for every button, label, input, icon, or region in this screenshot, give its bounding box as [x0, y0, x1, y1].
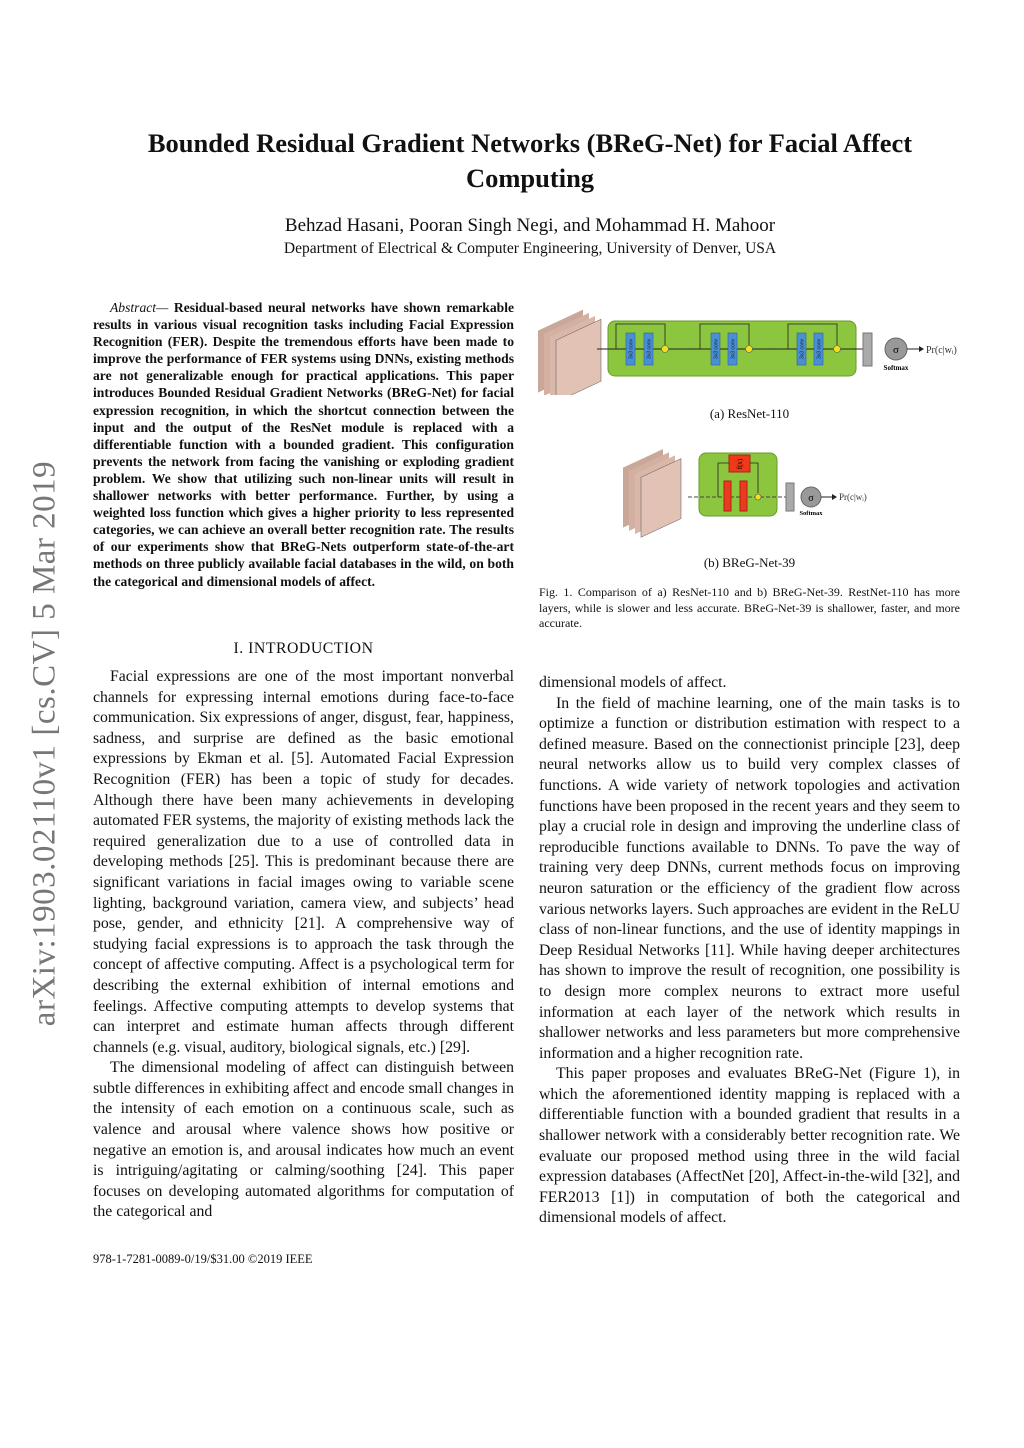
output-label: Pr(c|wᵢ)	[839, 492, 867, 502]
softmax-label: Softmax	[883, 364, 909, 372]
fc-layer	[863, 333, 872, 366]
figure-a-caption: (a) ResNet-110	[709, 406, 790, 421]
paragraph: In the field of machine learning, one of the main tasks is to optimize a function or distribution estimation with respect to a defined measure. Based on the connectionist principle [23], deep neural networks allow us to build very complex classes of functions. A wide variety of network topologies and activation functions have been proposed in the recent years and they seem to play a crucial role in design and improving the underline class of reproducible functions available to DNNs. To pave the way of training very deep DNNs, current methods focus on improving neuron saturation or the efficiency of the gradient flow across various networks layers. Such approaches are evident in the ReLU class of non-linear functions, and the use of identity mappings in Deep Residual Networks [11]. While having deeper architectures has shown to improve the result of recognition, one possibility is to design more complex neurons to extract more useful information at each layer of the network which results in shallower networks and less parameters but more comprehensive information and a higher recognition rate.	[539, 694, 960, 1062]
sigma-label: σ	[893, 344, 899, 356]
svg-text:···: ···	[685, 344, 694, 354]
left-column-body	[93, 667, 514, 1223]
conv-label: 3x3 conv	[646, 338, 653, 360]
authors: Behzad Hasani, Pooran Singh Negi, and Mohammad H. Mahoor	[284, 215, 776, 236]
conv-label: 3x3 conv	[730, 338, 737, 360]
section-heading: I. INTRODUCTION	[233, 640, 374, 657]
conv-block	[724, 481, 731, 511]
figure-breg-net-39	[618, 438, 888, 548]
paragraph: dimensional models of affect.	[539, 674, 727, 691]
arxiv-stamp: arXiv:1903.02110v1 [cs.CV] 5 Mar 2019	[26, 460, 63, 1027]
paper-title: Bounded Residual Gradient Networks (BReG-Net) for Facial Affect Computing	[147, 128, 913, 193]
conv-label: 3x3 conv	[799, 338, 806, 360]
right-column-body	[539, 673, 960, 1229]
svg-text:···: ···	[770, 344, 779, 354]
conv-label: 3x3 conv	[628, 338, 635, 360]
output-label: Pr(c|wᵢ)	[926, 345, 957, 356]
abstract	[93, 299, 514, 590]
figure-caption: Fig. 1. Comparison of a) ResNet-110 and b) BReG-Net-39. RestNet-110 has more layers, while is slower and less accurate. BReG-Net-39 is shallower, faster, and more accurate.	[539, 585, 960, 630]
paragraph: Facial expressions are one of the most important nonverbal channels for expressing internal emotions during face-to-face communication. Six expressions of anger, disgust, fear, happiness, sadness, and surprise are defined as the basic emotional expressions by Ekman et al. [5]. Automated Facial Expression Recognition (FER) has been a topic of study for decades. Although there have been many achievements in developing automated FER systems, the majority of existing methods lack the required generalization due to a use of controlled data in developing methods [25]. This is predominant because there are significant variations in facial images owing to variable scene lighting, background variation, camera view, and subjects’ head pose, gender, and ethnicity [21]. A comprehensive way of studying facial expressions is to approach the task through the concept of affective computing. Affect is a psychological term for describing the external exhibition of internal emotions and feelings. Affective computing attempts to develop systems that can interpret and estimate human affects through different channels (e.g. visual, auditory, biological signals, etc.) [29].	[93, 668, 514, 1056]
conv-block	[740, 481, 747, 511]
figure-resnet-110	[535, 290, 965, 395]
face-stack-image	[623, 449, 681, 537]
conv-label: 3x3 conv	[713, 338, 720, 360]
paragraph: The dimensional modeling of affect can distinguish between subtle differences in exhibiting affect and encode small changes in the intensity of each emotion on a continuous scale, such as valence and arousal where valence shows how positive or negative an emotion is, and arousal indicates how much an event is intriguing/agitating or calming/soothing [24]. This paper focuses on developing automated algorithms for computation of the categorical and	[93, 1059, 514, 1221]
abstract-label: Abstract—	[110, 300, 169, 315]
softmax-label: Softmax	[799, 510, 823, 517]
copyright-footer: 978-1-7281-0089-0/19/$31.00 ©2019 IEEE	[93, 1252, 313, 1266]
sigma-label: σ	[808, 493, 814, 504]
affiliation: Department of Electrical & Computer Engineering, University of Denver, USA	[283, 240, 777, 257]
fc-layer	[786, 483, 794, 511]
abstract-text: Residual-based neural networks have shown remarkable results in various visual recognition tasks including Facial Expression Recognition (FER). Despite the tremendous efforts have been made to improve the performance of FER systems using DNNs, existing methods are not generalizable enough for practical applications. This paper introduces Bounded Residual Gradient Networks (BReG-Net) for facial expression recognition, in which the shortcut connection between the input and the output of the ResNet module is replaced with a differentiable function with a bounded gradient. This configuration prevents the network from facing the vanishing or exploding gradient problem. We show that utilizing such non-linear units will result in shallower networks with better performance. Further, by using a weighted loss function which gives a higher priority to less represented categories, we can achieve an overall better recognition rate. The results of our experiments show that BReG-Nets outperform state-of-the-art methods on three publicly available facial databases in the wild, on both the categorical and dimensional models of affect.	[93, 300, 514, 589]
face-stack-image	[538, 310, 601, 395]
paragraph: This paper proposes and evaluates BReG-Net (Figure 1), in which the aforementioned identity mapping is replaced with a differentiable function with a bounded gradient that results in a shallower network with a considerably better recognition rate. We evaluate our proposed method using three in the wild facial expression databases (AffectNet [20], Affect-in-the-wild [32], and FER2013 [1]) in computation of both the categorical and dimensional models of affect.	[539, 1065, 960, 1227]
conv-label: 3x3 conv	[816, 338, 823, 360]
figure-b-caption: (b) BReG-Net-39	[703, 555, 796, 570]
bounded-function-label: f(x)	[736, 458, 744, 470]
